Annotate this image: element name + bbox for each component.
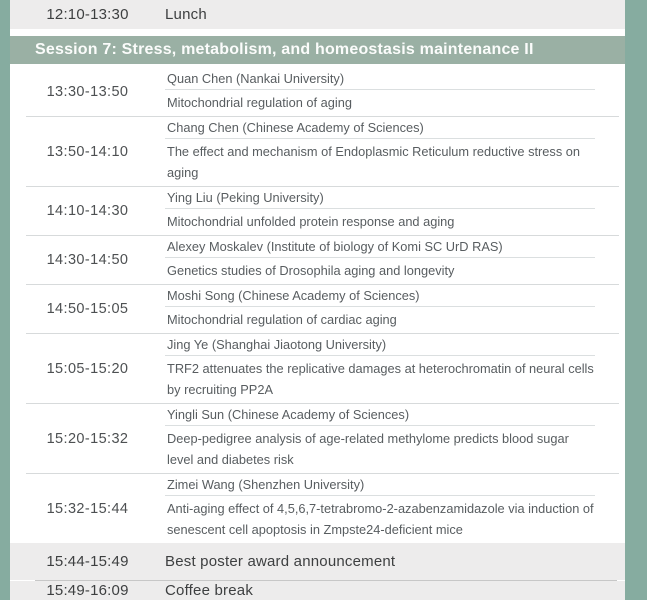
talk-speaker: Quan Chen (Nankai University): [165, 68, 595, 90]
session-header: [10, 36, 625, 64]
talk-title: Mitochondrial regulation of cardiac aging: [167, 312, 397, 327]
best-poster-time: 15:44-15:49: [46, 553, 129, 570]
talk-details: [165, 236, 625, 284]
talk-row: [10, 334, 625, 403]
talk-title: Mitochondrial unfolded protein response and aging: [167, 214, 455, 229]
talk-speaker: Jing Ye (Shanghai Jiaotong University): [165, 334, 595, 356]
talk-row: [10, 474, 625, 543]
talk-details: [165, 117, 625, 186]
lunch-time: 12:10-13:30: [46, 6, 129, 23]
talk-title: Mitochondrial regulation of aging: [167, 95, 352, 110]
talk-speaker: Alexey Moskalev (Institute of biology of Komi SC UrD RAS): [165, 236, 595, 258]
lunch-row: [10, 0, 625, 29]
talk-title: Anti-aging effect of 4,5,6,7-tetrabromo-2-azabenzamidazole via induction of senescent cell apoptosis in Zmpste24-deficient mice: [167, 501, 594, 537]
talk-details: [165, 68, 625, 116]
best-poster-label: Best poster award announcement: [165, 553, 396, 570]
talk-speaker: Moshi Song (Chinese Academy of Sciences): [165, 285, 595, 307]
talk-speaker: Zimei Wang (Shenzhen University): [165, 474, 595, 496]
talk-details: [165, 474, 625, 543]
coffee-break-time: 15:49-16:09: [46, 582, 129, 599]
talk-title: Genetics studies of Drosophila aging and longevity: [167, 263, 455, 278]
talk-title: The effect and mechanism of Endoplasmic Reticulum reductive stress on aging: [167, 144, 581, 180]
talk-time: 15:20-15:32: [46, 430, 129, 447]
talk-details: [165, 404, 625, 473]
talk-title: Deep-pedigree analysis of age-related methylome predicts blood sugar level and diabetes risk: [167, 431, 569, 467]
talk-row: [10, 236, 625, 284]
best-poster-row: [10, 543, 625, 580]
talk-speaker: Ying Liu (Peking University): [165, 187, 595, 209]
talk-time: 13:30-13:50: [46, 84, 129, 100]
talk-row: [10, 68, 625, 116]
talk-details: [165, 187, 625, 235]
right-accent-border: [625, 0, 647, 600]
lunch-label: Lunch: [165, 6, 207, 23]
talk-speaker: Chang Chen (Chinese Academy of Sciences): [165, 117, 595, 139]
talk-row: [10, 404, 625, 473]
talk-time: 14:10-14:30: [46, 203, 129, 219]
schedule-content: [10, 0, 625, 600]
talks-table: [10, 68, 625, 543]
talk-row: [10, 285, 625, 333]
talk-speaker: Yingli Sun (Chinese Academy of Sciences): [165, 404, 595, 426]
coffee-break-label: Coffee break: [165, 582, 254, 599]
talk-time: 13:50-14:10: [46, 143, 129, 160]
talk-title: TRF2 attenuates the replicative damages at heterochromatin of neural cells by recruiting PP2A: [167, 361, 594, 397]
talk-details: [165, 285, 625, 333]
talk-details: [165, 334, 625, 403]
talk-row: [10, 117, 625, 186]
talk-time: 15:05-15:20: [46, 360, 129, 377]
spacer: [10, 29, 625, 36]
coffee-break-row: [10, 581, 625, 600]
session-title: Session 7: Stress, metabolism, and homeostasis maintenance II: [35, 41, 534, 58]
talk-row: [10, 187, 625, 235]
talk-time: 15:32-15:44: [46, 500, 129, 517]
talk-time: 14:50-15:05: [46, 301, 129, 317]
left-accent-border: [0, 0, 10, 600]
talk-time: 14:30-14:50: [46, 252, 129, 268]
